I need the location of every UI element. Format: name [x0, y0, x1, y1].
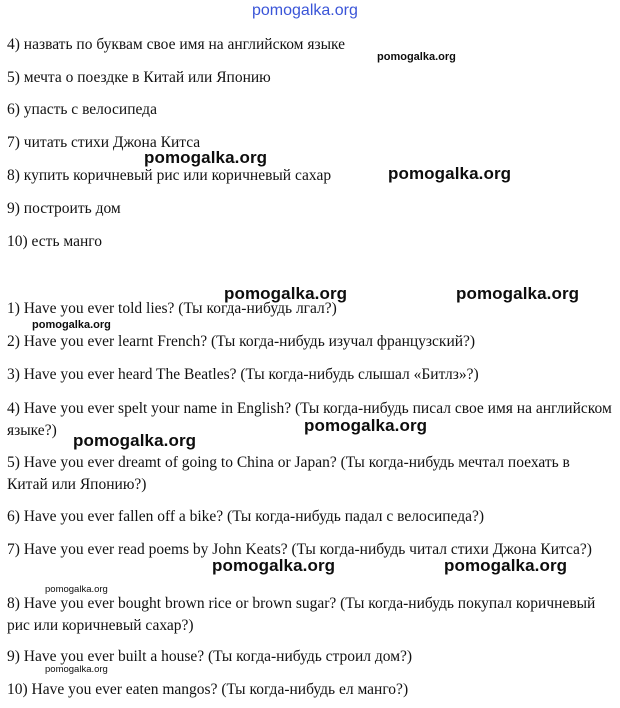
ru-item-5: 5) мечта о поездке в Китай или Японию — [7, 69, 271, 86]
watermark: pomogalka.org — [304, 416, 428, 435]
watermark: pomogalka.org — [73, 431, 197, 450]
en-item-2: 2) Have you ever learnt French? (Ты когда-нибудь изучал французский?) — [7, 333, 476, 350]
en-item-4: 4) Have you ever spelt your name in English? (Ты когда-нибудь писал свое имя на английском языке?) — [7, 400, 612, 439]
en-item-5: 5) Have you ever dreamt of going to China or Japan? (Ты когда-нибудь мечтал поехать в Китай или Японию?) — [7, 454, 570, 493]
watermark: pomogalka.org — [388, 164, 512, 183]
watermark: pomogalka.org — [444, 556, 568, 575]
en-item-10: 10) Have you ever eaten mangos? (Ты когда-нибудь ел манго?) — [7, 681, 409, 698]
en-item-1: 1) Have you ever told lies? (Ты когда-нибудь лгал?) — [7, 300, 337, 317]
en-item-3: 3) Have you ever heard The Beatles? (Ты когда-нибудь слышал «Битлз»?) — [7, 366, 479, 383]
watermark: pomogalka.org — [224, 284, 348, 303]
ru-item-7: 7) читать стихи Джона Китса — [7, 134, 201, 151]
en-item-6: 6) Have you ever fallen off a bike? (Ты когда-нибудь падал с велосипеда?) — [7, 508, 485, 525]
watermark: pomogalka.org — [144, 148, 268, 167]
watermark: pomogalka.org — [45, 584, 108, 595]
ru-item-10: 10) есть манго — [7, 233, 102, 250]
watermark: pomogalka.org — [45, 664, 108, 675]
ru-item-6: 6) упасть с велосипеда — [7, 101, 157, 118]
en-item-8: 8) Have you ever bought brown rice or brown sugar? (Ты когда-нибудь покупал коричневый рис или коричневый сахар?) — [7, 595, 596, 634]
watermark: pomogalka.org — [456, 284, 580, 303]
top-watermark: pomogalka.org — [252, 2, 358, 19]
ru-item-9: 9) построить дом — [7, 200, 121, 217]
watermark: pomogalka.org — [212, 556, 336, 575]
en-item-7: 7) Have you ever read poems by John Keats? (Ты когда-нибудь читал стихи Джона Китса?) — [7, 541, 592, 558]
ru-item-4: 4) назвать по буквам свое имя на английском языке — [7, 36, 346, 53]
ru-item-8: 8) купить коричневый рис или коричневый сахар — [7, 167, 332, 184]
watermark: pomogalka.org — [32, 319, 111, 331]
watermark: pomogalka.org — [377, 51, 456, 63]
en-item-9: 9) Have you ever built a house? (Ты когда-нибудь строил дом?) — [7, 648, 413, 665]
